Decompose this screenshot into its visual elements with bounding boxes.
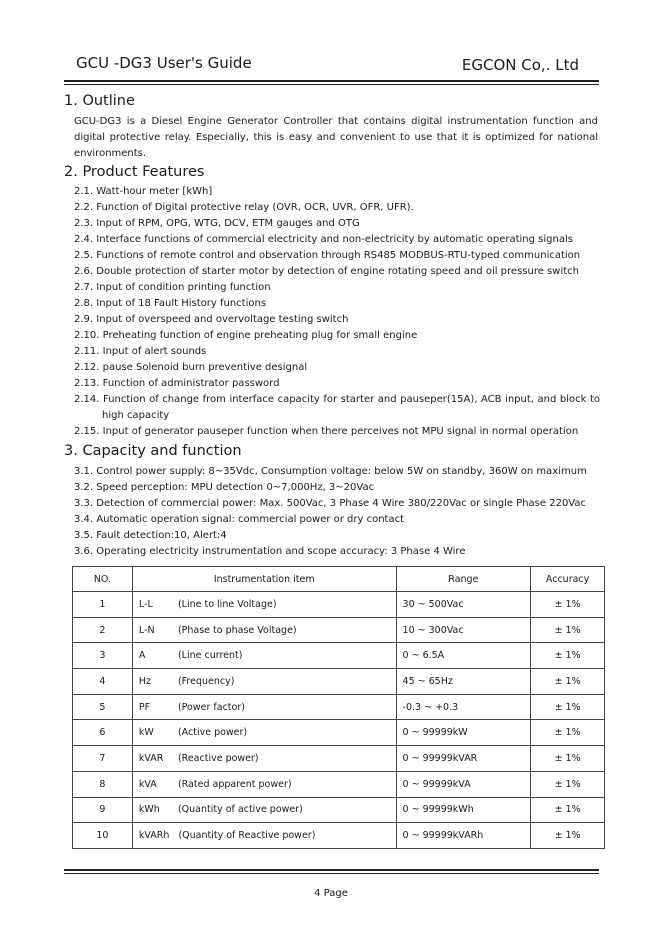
list-item: 2.15. Input of generator pauseper function when there perceives not MPU signal in normal operation xyxy=(74,426,579,437)
item-code: kVAR xyxy=(138,752,164,764)
list-item: 3.3. Detection of commercial power: Max. 500Vac, 3 Phase 4 Wire 380/220Vac or single Phase 220Vac xyxy=(74,498,586,509)
item-code: Hz xyxy=(138,675,152,687)
list-item: 2.1. Watt-hour meter [kWh] xyxy=(74,186,213,197)
capacity-list xyxy=(74,464,600,560)
column-header-accuracy: Accuracy xyxy=(531,567,605,592)
header-rule xyxy=(64,80,599,82)
section-2-title: 2. Product Features xyxy=(64,164,205,180)
features-list xyxy=(74,184,600,440)
cell-accuracy: ± 1% xyxy=(531,592,605,618)
table-row xyxy=(73,823,605,849)
table-row xyxy=(73,694,605,720)
cell-no: 7 xyxy=(73,746,133,772)
cell-item xyxy=(132,746,396,772)
table-row xyxy=(73,771,605,797)
item-description: (Reactive power) xyxy=(177,752,259,764)
table-row xyxy=(73,720,605,746)
section-3-title: 3. Capacity and function xyxy=(64,443,242,459)
cell-item xyxy=(132,669,396,695)
table-row xyxy=(73,669,605,695)
cell-range: 0 ~ 99999kVARh xyxy=(396,823,531,849)
cell-no: 5 xyxy=(73,694,133,720)
cell-no: 6 xyxy=(73,720,133,746)
cell-accuracy: ± 1% xyxy=(531,694,605,720)
item-code: A xyxy=(138,650,146,662)
cell-range: 0 ~ 99999kW xyxy=(396,720,531,746)
list-item: 2.12. pause Solenoid burn preventive designal xyxy=(74,362,308,373)
cell-accuracy: ± 1% xyxy=(531,669,605,695)
company-name: EGCON Co,. Ltd xyxy=(461,56,579,74)
list-item: 3.2. Speed perception: MPU detection 0~7,000Hz, 3~20Vac xyxy=(74,482,375,493)
list-item: 2.5. Functions of remote control and observation through RS485 MODBUS-RTU-typed communication xyxy=(74,250,581,261)
item-description: (Power factor) xyxy=(177,701,245,713)
column-header-no: NO. xyxy=(73,567,133,592)
table-header-row xyxy=(73,567,605,592)
cell-accuracy: ± 1% xyxy=(531,823,605,849)
list-item: 3.6. Operating electricity instrumentation and scope accuracy: 3 Phase 4 Wire xyxy=(74,546,466,557)
list-item: 2.4. Interface functions of commercial electricity and non-electricity by automatic operating signals xyxy=(74,234,573,245)
table-row xyxy=(73,797,605,823)
cell-range: 30 ~ 500Vac xyxy=(396,592,531,618)
table-row xyxy=(73,643,605,669)
cell-no: 9 xyxy=(73,797,133,823)
cell-item xyxy=(132,694,396,720)
document-title: GCU -DG3 User's Guide xyxy=(76,54,252,72)
cell-item xyxy=(132,797,396,823)
cell-accuracy: ± 1% xyxy=(531,643,605,669)
cell-item xyxy=(132,617,396,643)
cell-item xyxy=(132,771,396,797)
cell-item xyxy=(132,592,396,618)
footer-rule xyxy=(64,869,599,871)
cell-range: 0 ~ 99999kVAR xyxy=(396,746,531,772)
list-item: 3.4. Automatic operation signal: commercial power or dry contact xyxy=(74,514,405,525)
list-item: 2.2. Function of Digital protective relay (OVR, OCR, UVR, OFR, UFR). xyxy=(74,202,414,213)
list-item: 2.10. Preheating function of engine preheating plug for small engine xyxy=(74,330,418,341)
item-description: (Line to line Voltage) xyxy=(177,598,277,610)
cell-accuracy: ± 1% xyxy=(531,797,605,823)
cell-item xyxy=(132,720,396,746)
list-item: 2.9. Input of overspeed and overvoltage testing switch xyxy=(74,314,349,325)
cell-accuracy: ± 1% xyxy=(531,746,605,772)
item-description: (Frequency) xyxy=(177,675,235,687)
cell-no: 1 xyxy=(73,592,133,618)
list-item: 2.8. Input of 18 Fault History functions xyxy=(74,298,267,309)
cell-range: -0.3 ~ +0.3 xyxy=(396,694,531,720)
item-description: (Quantity of active power) xyxy=(177,804,303,816)
page-number: 4 Page xyxy=(314,888,348,899)
item-code: kVARh xyxy=(138,830,170,842)
column-header-range: Range xyxy=(396,567,531,592)
cell-no: 4 xyxy=(73,669,133,695)
cell-accuracy: ± 1% xyxy=(531,617,605,643)
section-1-text: GCU-DG3 is a Diesel Engine Generator Controller that contains digital instrumentation function and digital protective relay. Especially, this is easy and convenient to use that it is optimized for national environments. xyxy=(74,116,598,159)
table-row xyxy=(73,746,605,772)
list-item: 2.3. Input of RPM, OPG, WTG, DCV, ETM gauges and OTG xyxy=(74,218,360,229)
column-header-item: Instrumentation item xyxy=(132,567,396,592)
header-rule-thin xyxy=(64,84,599,85)
cell-accuracy: ± 1% xyxy=(531,720,605,746)
cell-no: 8 xyxy=(73,771,133,797)
cell-no: 3 xyxy=(73,643,133,669)
item-code: kWh xyxy=(138,804,160,816)
item-description: (Active power) xyxy=(177,727,248,739)
list-item: 3.5. Fault detection:10, Alert:4 xyxy=(74,530,227,541)
list-item: 2.13. Function of administrator password xyxy=(74,378,280,389)
item-description: (Line current) xyxy=(177,650,243,662)
item-description: (Rated apparent power) xyxy=(177,778,292,790)
footer-rule-thin xyxy=(64,873,599,874)
cell-item xyxy=(132,823,396,849)
cell-range: 0 ~ 99999kVA xyxy=(396,771,531,797)
table-row xyxy=(73,592,605,618)
item-code: L-N xyxy=(138,624,155,636)
section-1-title: 1. Outline xyxy=(64,93,135,109)
list-item: 2.11. Input of alert sounds xyxy=(74,346,207,357)
item-description: (Quantity of Reactive power) xyxy=(178,830,316,842)
item-code: PF xyxy=(138,701,151,713)
item-code: kW xyxy=(138,727,154,739)
list-item: 2.14. Function of change from interface capacity for starter and pauseper(15A), ACB input, and block to high capacity xyxy=(74,394,600,421)
list-item: 2.7. Input of condition printing function xyxy=(74,282,271,293)
item-description: (Phase to phase Voltage) xyxy=(177,624,297,636)
instrumentation-table xyxy=(72,566,605,849)
cell-range: 0 ~ 6.5A xyxy=(396,643,531,669)
cell-no: 10 xyxy=(73,823,133,849)
cell-no: 2 xyxy=(73,617,133,643)
cell-range: 45 ~ 65Hz xyxy=(396,669,531,695)
item-code: kVA xyxy=(138,778,157,790)
page-header xyxy=(64,52,599,82)
cell-range: 0 ~ 99999kWh xyxy=(396,797,531,823)
cell-item xyxy=(132,643,396,669)
item-code: L-L xyxy=(138,598,153,610)
table-row xyxy=(73,617,605,643)
cell-accuracy: ± 1% xyxy=(531,771,605,797)
cell-range: 10 ~ 300Vac xyxy=(396,617,531,643)
list-item: 2.6. Double protection of starter motor by detection of engine rotating speed and oil pressure switch xyxy=(74,266,579,277)
list-item: 3.1. Control power supply: 8~35Vdc, Consumption voltage: below 5W on standby, 360W on maximum xyxy=(74,466,587,477)
